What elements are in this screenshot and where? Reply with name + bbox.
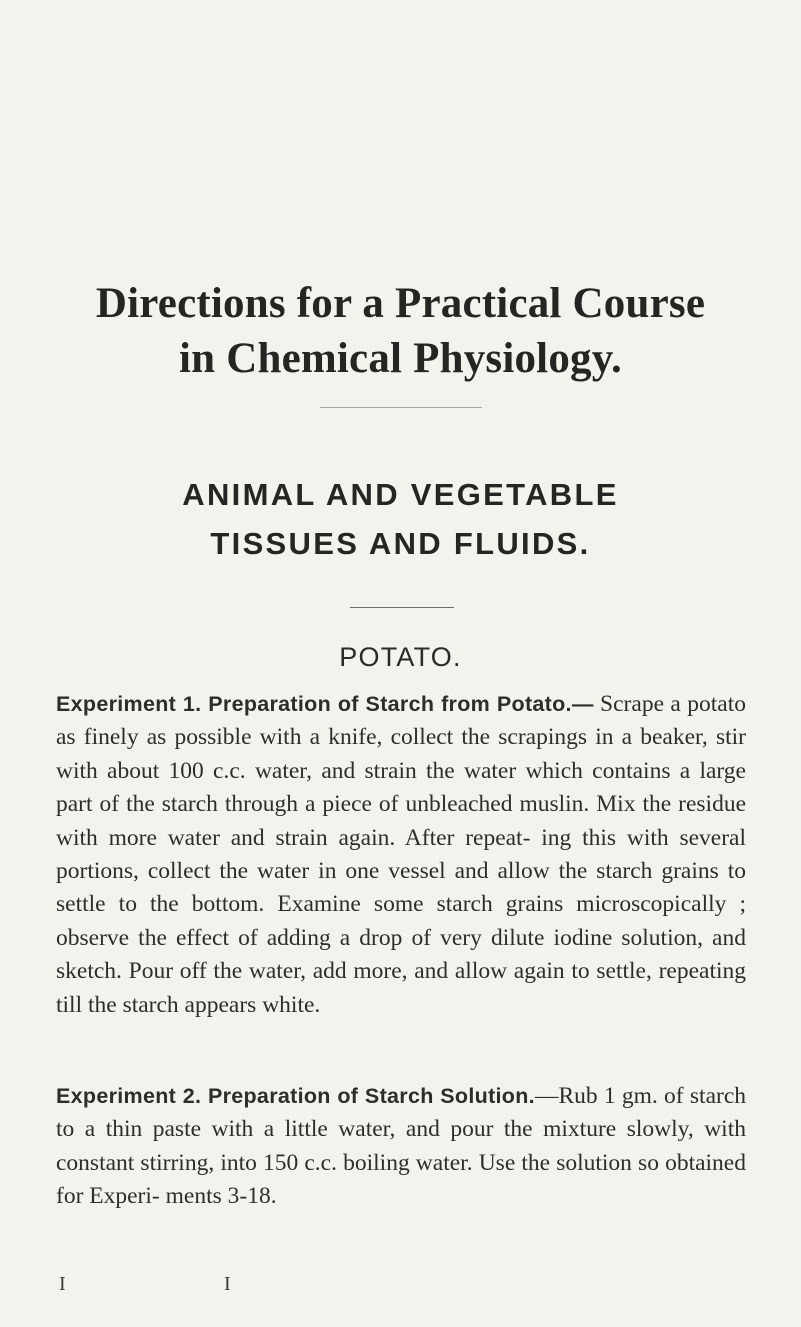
subtitle-line-2: TISSUES AND FLUIDS. — [210, 526, 591, 561]
section-divider — [350, 607, 454, 608]
experiment-1-paragraph — [56, 688, 746, 1022]
experiment-1-body: Scrape a potato as finely as possible with a knife, collect the scrapings in a beaker, stir with about 100 c.c. water, and strain the water which contains a large part of the starch through a piece of unbleached muslin. Mix the residue with more water and strain again. After repeat- ing this with several portions, collect the water in one vessel and allow the starch grains to settle to the bottom. Examine some starch grains microscopically ; observe the effect of adding a drop of very dilute iodine solution, and sketch. Pour off the water, add more, and allow again to settle, repeating till the starch appears white. — [56, 691, 746, 1018]
signature-mark-right: I — [224, 1273, 231, 1295]
page-title-line-2: in Chemical Physiology. — [179, 335, 622, 382]
title-divider — [320, 407, 482, 408]
experiment-2-paragraph — [56, 1080, 746, 1214]
page-title-line-1: Directions for a Practical Course — [95, 280, 706, 327]
subtitle-line-1: ANIMAL AND VEGETABLE — [182, 477, 619, 512]
experiment-2-heading: Experiment 2. Preparation of Starch Solution. — [56, 1084, 535, 1108]
section-heading: POTATO. — [339, 642, 462, 672]
experiment-1-heading: Experiment 1. Preparation of Starch from Potato.— — [56, 692, 594, 716]
experiment-2-body: —Rub 1 gm. of starch to a thin paste with a little water, and pour the mixture slowly, with constant stirring, into 150 c.c. boiling water. Use the solution so obtained for Experi- ments 3-18. — [56, 1083, 747, 1210]
signature-mark-left: I — [59, 1273, 66, 1295]
